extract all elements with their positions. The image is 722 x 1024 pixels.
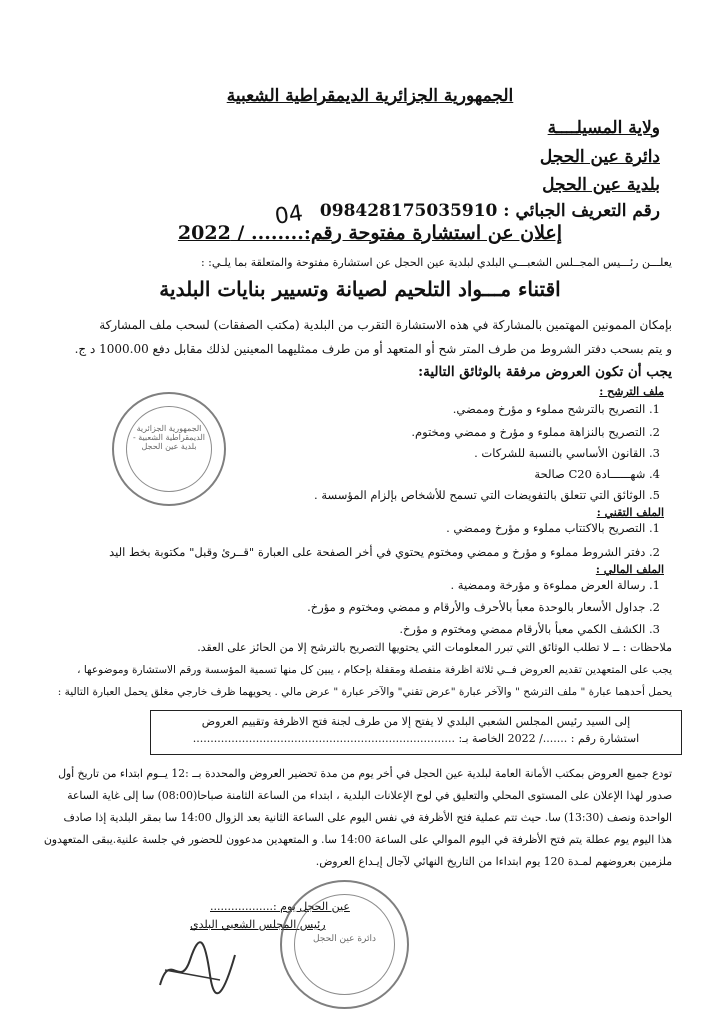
- financial-heading: الملف المالي :: [595, 563, 664, 576]
- official-stamp-icon: [112, 392, 226, 506]
- deposit-line2: صدور لهذا الإعلان على المستوى المحلي والتعليق في لوح الإعلانات البلدية ، ابتداء من الساعة الثامنة صباحا(08:00) سا إلى غاية الساعة: [67, 789, 672, 802]
- technical-heading: الملف التقني :: [596, 506, 664, 519]
- tax-id: رقم التعريف الجبائي : 098428175035910: [319, 201, 660, 221]
- para1-line2: و يتم بسحب دفتر الشروط من طرف المتر شح أو المتعهد أو من طرف ممثليهما المعينين لذلك مقابل دفع 1000.00 د ج.: [74, 342, 672, 356]
- technical-item: 1. التصريح بالاكتتاب مملوء و مؤرخ وممضي .: [446, 521, 660, 535]
- notes-line1: ملاحظات : ــ لا تطلب الوثائق التي تبرر المعلومات التي يحتويها التصريح بالترشح إلا من الحائز على العقد.: [197, 641, 672, 654]
- announcement-title: إعلان عن استشارة مفتوحة رقم:........ / 2022: [177, 222, 563, 244]
- candidacy-item: 2. التصريح بالنزاهة مملوء و مؤرخ و ممضي ومختوم.: [411, 425, 660, 439]
- official-stamp-icon: [280, 880, 409, 1009]
- subject-title: اقتناء مـــواد التلحيم لصيانة وتسيير بنايات البلدية: [159, 277, 561, 301]
- box-line2: استشارة رقم : ......./ 2022 الخاصة بـ: ...........................................................................: [192, 732, 640, 745]
- candidacy-heading: ملف الترشح :: [599, 385, 664, 398]
- republic-title: الجمهورية الجزائرية الديمقراطية الشعبية: [226, 86, 514, 106]
- intro-text: يعلـــن رئـــيس المجــلس الشعبـــي البلدي لبلدية عين الحجل عن استشارة مفتوحة والمتعلقة بما يلـي: :: [200, 256, 672, 269]
- deposit-line4: هذا اليوم يوم عطلة يتم فتح الأظرفة في اليوم الموالي على الساعة 14:00 سا. و المتعهدين مدعوون للحضور في جلسة علنية.يبقى المتعهدون: [43, 833, 672, 846]
- wilaya-label: ولاية المسيلــــة: [547, 118, 660, 138]
- notes-line3: يحمل أحدهما عبارة " ملف الترشح " والآخر عبارة "عرض تقني" والآخر عبارة " عرض مالي . يحويهما ظرف خارجي مغلق يحمل العبارة التالية :: [57, 686, 672, 698]
- financial-item: 2. جداول الأسعار بالوحدة معبأ بالأحرف والأرقام و ممضي ومختوم و مؤرخ.: [307, 600, 660, 614]
- candidacy-item: 1. التصريح بالترشح مملوء و مؤرخ وممضي.: [452, 402, 660, 416]
- para1-line1: بإمكان الممونين المهتمين بالمشاركة في هذه الاستشارة التقرب من البلدية (مكتب الصفقات) لسحب ملف المشاركة: [99, 318, 672, 332]
- financial-item: 1. رسالة العرض مملوءة و مؤرخة وممضية .: [450, 578, 660, 592]
- envelope-box: [150, 710, 682, 755]
- commune-label: بلدية عين الحجل: [542, 175, 660, 195]
- signature-title: رئيس المجلس الشعبي البلدي: [190, 918, 326, 931]
- docs-heading: يجب أن تكون العروض مرفقة بالوثائق التالية:: [418, 364, 672, 380]
- financial-item: 3. الكشف الكمي معبأ بالأرقام ممضي ومختوم و مؤرخ.: [399, 622, 660, 636]
- technical-item: 2. دفتر الشروط مملوء و مؤرخ و ممضي ومختوم يحتوي في أخر الصفحة على العبارة "قــرئ وقبل" مكتوبة بخط اليد: [109, 545, 660, 559]
- candidacy-item: 5. الوثائق التي تتعلق بالتفويضات التي تسمح للأشخاص بإلزام المؤسسة .: [314, 488, 660, 502]
- daira-label: دائرة عين الحجل: [539, 147, 660, 167]
- stamp-text: دائرة عين الحجل: [312, 934, 377, 944]
- deposit-line5: ملزمين بعروضهم لمـدة 120 يوم ابتداءا من التاريخ النهائي لآجال إيـداع العروض.: [315, 855, 672, 868]
- candidacy-item: 4. شهــــــادة C20 صالحة: [534, 467, 660, 481]
- box-line1: إلى السيد رئيس المجلس الشعبي البلدي لا يفتح إلا من طرف لجنة فتح الاظرفة وتقييم العروض: [201, 715, 631, 728]
- deposit-line3: الواحدة ونصف (13:30) سا. حيث تتم عملية فتح الأظرفة في نفس اليوم على الساعة الثانية بعد الزوال 14:00 سا بمقر البلدية إذا صادف: [63, 811, 672, 824]
- deposit-line1: تودع جميع العروض بمكتب الأمانة العامة لبلدية عين الحجل في أخر يوم من مدة تحضير العروض والمحددة بــ :12 يــوم ابتداء من تاريخ أول: [58, 767, 672, 780]
- notes-line2: يجب على المتعهدين تقديم العروض فــي ثلاثة اظرفة منفصلة ومقفلة بإحكام ، يبين كل منها تسمية المؤسسة ورقم الاستشارة وموضوعها ،: [77, 664, 672, 676]
- signature-icon: [150, 930, 240, 1000]
- stamp-text: الجمهورية الجزائرية الديمقراطية الشعبية - بلدية عين الحجل: [132, 424, 206, 451]
- signature-date: عين الحجل يوم :..................: [210, 900, 350, 913]
- handwritten-number: 04: [273, 201, 305, 230]
- candidacy-item: 3. القانون الأساسي بالنسبة للشركات .: [474, 446, 660, 460]
